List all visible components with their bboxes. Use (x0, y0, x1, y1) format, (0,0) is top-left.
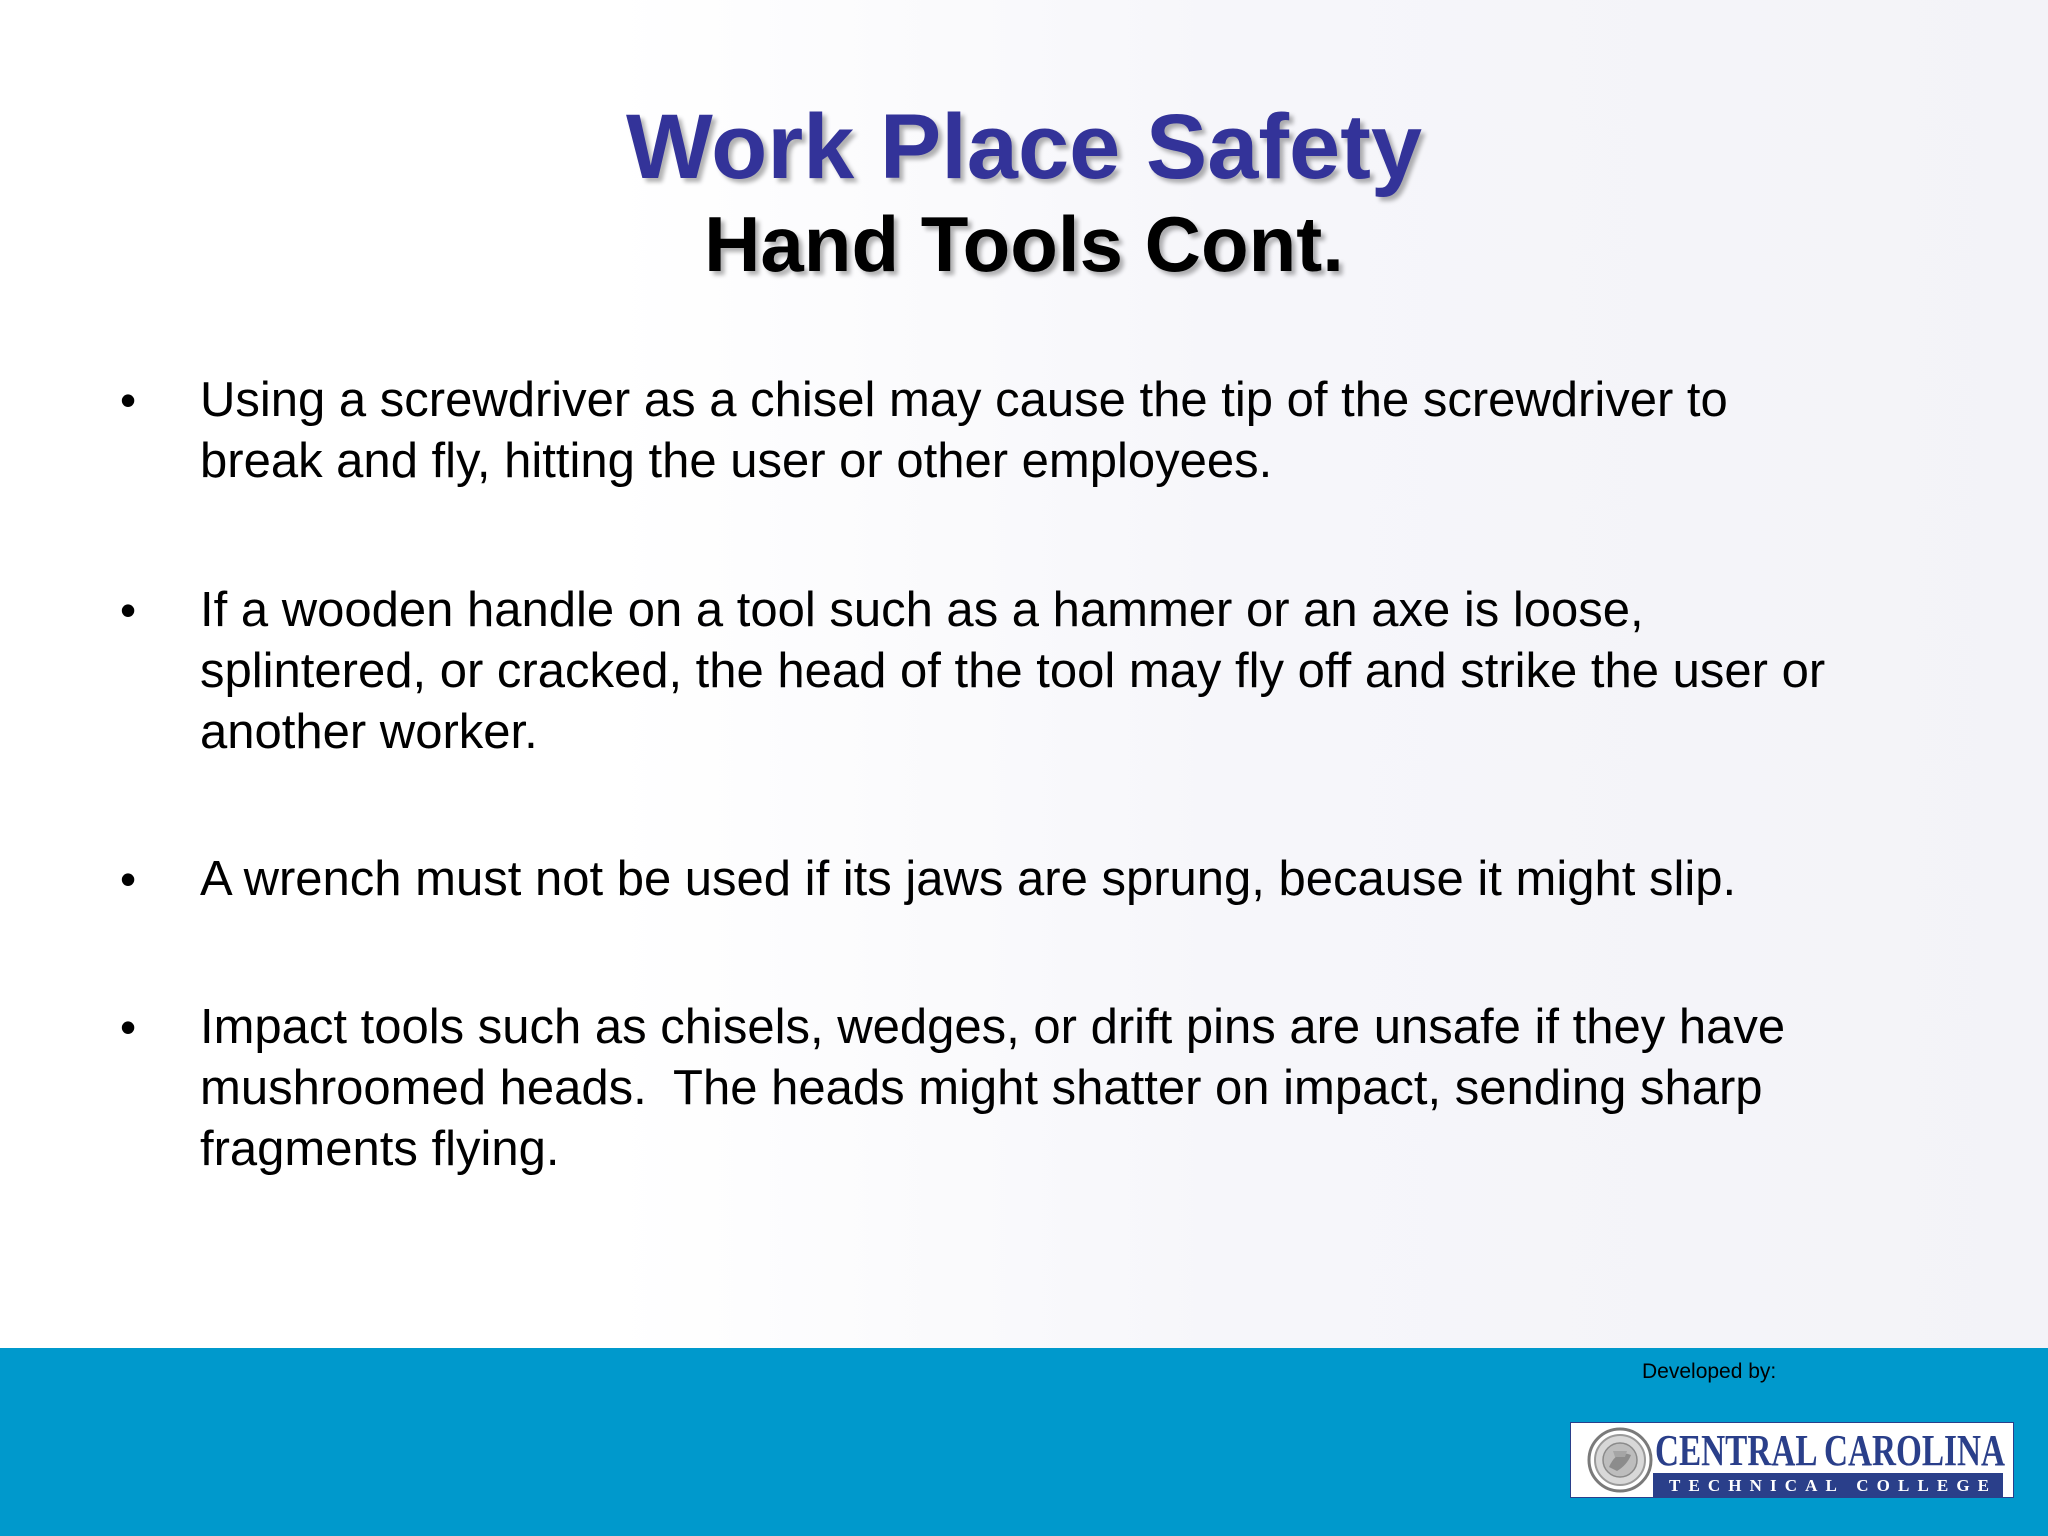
slide-title: Work Place Safety (625, 96, 1422, 198)
bullet-text (200, 580, 2020, 763)
bullet-line: mushroomed heads. The heads might shatter on impact, sending sharp (200, 1061, 1763, 1115)
logo-name-text: CENTRAL CAROLINA (1655, 1426, 2006, 1473)
bullet-marker: • (120, 1001, 137, 1053)
bullet-line: another worker. (200, 705, 538, 759)
bullet-text (200, 997, 2020, 1180)
bullet-line: splintered, or cracked, the head of the tool may fly off and strike the user or (200, 644, 1826, 698)
college-name-wordmark (1651, 1425, 2011, 1473)
slide-subtitle: Hand Tools Cont. (704, 200, 1344, 288)
bullet-line: If a wooden handle on a tool such as a hammer or an axe is loose, (200, 583, 1644, 637)
bullet-line: Impact tools such as chisels, wedges, or drift pins are unsafe if they have (200, 1000, 1786, 1054)
bullet-marker: • (120, 584, 137, 636)
developed-by-label: Developed by: (1642, 1360, 1777, 1383)
logo-subtitle-text: TECHNICAL COLLEGE (1669, 1476, 1989, 1495)
college-logo (1570, 1422, 2014, 1498)
bullet-marker: • (120, 853, 137, 905)
bullet-text (200, 370, 2020, 492)
bullet-marker: • (120, 374, 137, 426)
bullet-line: fragments flying. (200, 1122, 560, 1176)
bullet-line: Using a screwdriver as a chisel may cause the tip of the screwdriver to (200, 373, 1728, 427)
bullet-text (200, 849, 2020, 910)
college-seal-icon (1587, 1427, 1653, 1493)
college-subtitle-wordmark (1653, 1473, 2013, 1497)
bullet-line: A wrench must not be used if its jaws are sprung, because it might slip. (200, 852, 1737, 906)
bullet-line: break and fly, hitting the user or other employees. (200, 434, 1273, 488)
